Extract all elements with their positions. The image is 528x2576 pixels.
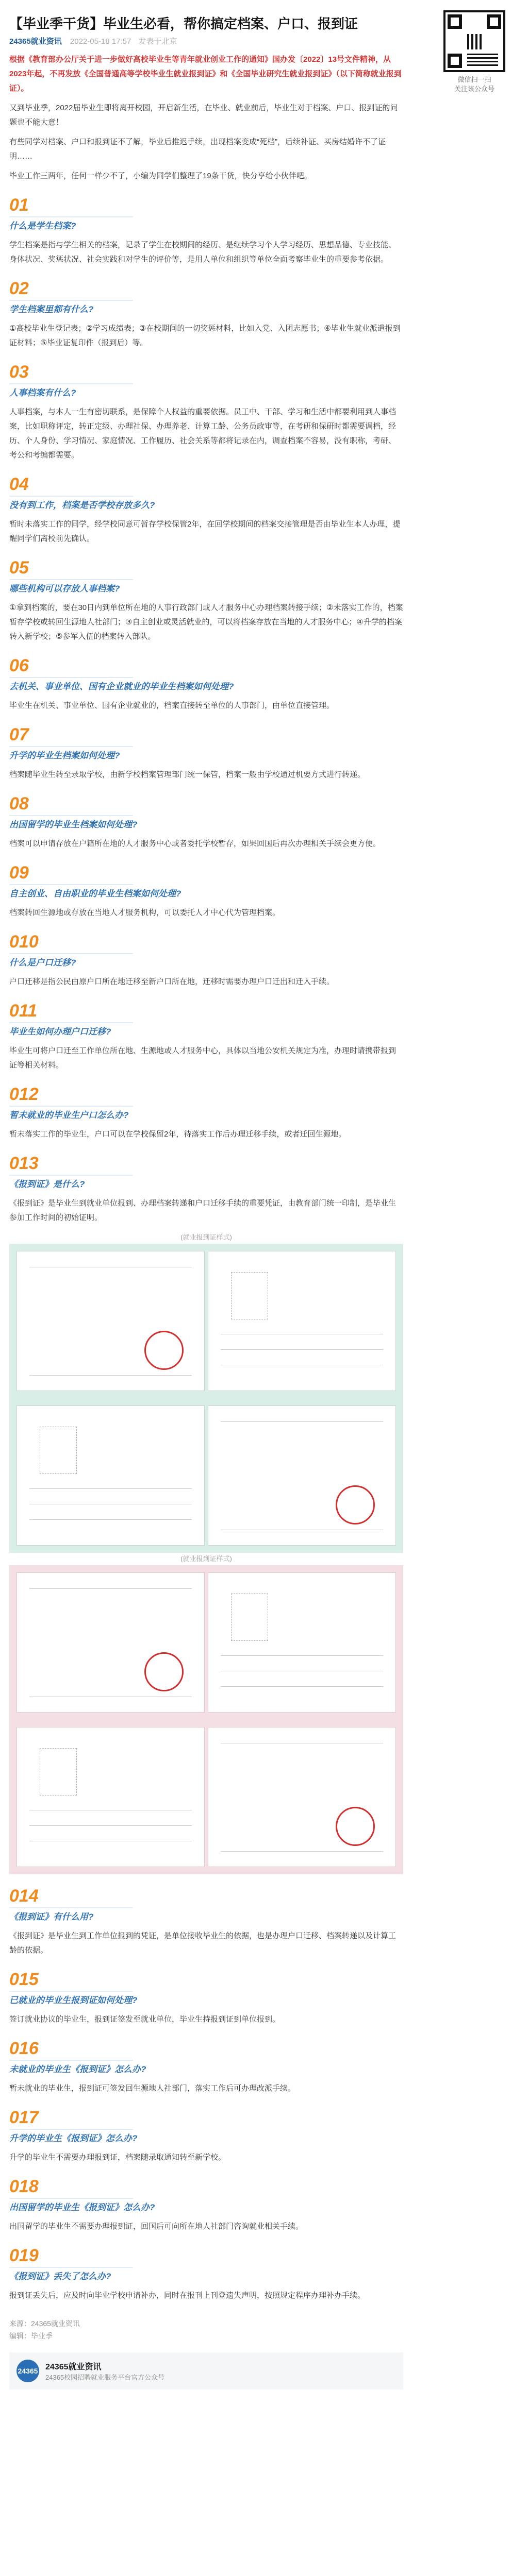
section-question: 自主创业、自由职业的毕业生档案如何处理? bbox=[9, 884, 403, 901]
section-answer: 报到证丢失后，应及时向毕业学校申请补办，同时在报刊上刊登遗失声明，按照规定程序办理补办手续。 bbox=[9, 2291, 366, 2300]
section-number: 07 bbox=[9, 725, 29, 744]
account-description: 24365校园招聘就业服务平台官方公众号 bbox=[45, 2374, 165, 2381]
section-answer: 档案随毕业生转至录取学校，由新学校档案管理部门统一保管，档案一般由学校通过机要方式进行转递。 bbox=[9, 770, 366, 779]
section-question: 《报到证》丢失了怎么办? bbox=[9, 2267, 403, 2283]
section-number: 01 bbox=[9, 195, 29, 215]
section-question: 没有到工作，档案是否学校存放多久? bbox=[9, 496, 403, 512]
qa-section bbox=[9, 2107, 403, 2165]
certificate-back bbox=[208, 1251, 396, 1391]
certificate-front bbox=[16, 1251, 205, 1391]
editor-line: 编辑：毕业季 bbox=[9, 2332, 53, 2340]
photo-placeholder bbox=[231, 1594, 268, 1641]
section-number: 017 bbox=[9, 2108, 39, 2127]
section-question: 已就业的毕业生报到证如何处理? bbox=[9, 1991, 403, 2007]
section-question: 暂未就业的毕业生户口怎么办? bbox=[9, 1106, 403, 1122]
photo-placeholder bbox=[231, 1272, 268, 1319]
section-number: 012 bbox=[9, 1084, 39, 1104]
notice-text: 根据《教育部办公厅关于进一步做好高校毕业生等青年就业创业工作的通知》国办发〔2022〕13号文件精神，从2023年起，不再发放《全国普通高等学校毕业生就业报到证》和《全国毕业研究生就业报到证》（以下简称就业报到证）。 bbox=[9, 55, 402, 93]
section-question: 《报到证》有什么用? bbox=[9, 1907, 403, 1924]
qr-line-2: 关注该公众号 bbox=[454, 85, 494, 93]
section-answer: 暂未就业的毕业生，报到证可签发回生源地人社部门，落实工作后可办理改派手续。 bbox=[9, 2084, 296, 2093]
certificate-front bbox=[208, 1405, 396, 1546]
qa-section bbox=[9, 793, 403, 851]
certificate-front bbox=[208, 1727, 396, 1867]
section-question: 出国留学的毕业生《报到证》怎么办? bbox=[9, 2198, 403, 2214]
section-question: 毕业生如何办理户口迁移? bbox=[9, 1022, 403, 1039]
section-answer: 升学的毕业生不需要办理报到证，档案随录取通知转至新学校。 bbox=[9, 2153, 226, 2162]
page-title: 【毕业季干货】毕业生必看，帮你搞定档案、户口、报到证 bbox=[9, 16, 358, 31]
certificate-images bbox=[9, 1231, 403, 1874]
seal-icon bbox=[336, 1485, 375, 1524]
photo-placeholder bbox=[40, 1427, 77, 1474]
qa-section bbox=[9, 862, 403, 920]
section-number: 04 bbox=[9, 474, 29, 494]
notice-paragraph bbox=[9, 53, 403, 96]
section-question: 去机关、事业单位、国有企业就业的毕业生档案如何处理? bbox=[9, 677, 403, 693]
certificate-pair-green bbox=[9, 1244, 403, 1398]
section-question: 人事档案有什么? bbox=[9, 383, 403, 400]
section-answer: 毕业生可将户口迁至工作单位所在地、生源地或人才服务中心，具体以当地公安机关规定为准，办理时请携带报到证等相关材料。 bbox=[9, 1046, 397, 1070]
section-answer: ①高校毕业生登记表；②学习成绩表；③在校期间的一切奖惩材料，比如入党、入团志愿书；④毕业生就业派遣报到证材料；⑤毕业证复印件（报到后）等。 bbox=[9, 324, 401, 347]
intro-paragraph-3: 毕业工作三两年，任何一样少不了，小编为同学们整理了19条干货，快分享给小伙伴吧。 bbox=[9, 172, 312, 180]
section-question: 什么是户口迁移? bbox=[9, 953, 403, 970]
account-name: 24365就业资讯 bbox=[45, 2363, 102, 2371]
account-link[interactable]: 24365就业资讯 bbox=[9, 37, 62, 46]
certificate-front bbox=[16, 1572, 205, 1713]
qa-section bbox=[9, 724, 403, 782]
section-number: 011 bbox=[9, 1001, 38, 1021]
qa-section bbox=[9, 931, 403, 989]
section-answer: 学生档案是指与学生相关的档案，记录了学生在校期间的经历、是继续学习个人学习经历、思想品德、专业技能、身体状况、奖惩状况、社会实践和对学生的评价等，是用人单位和组织等单位全面考察毕业生的重要参考依据。 bbox=[9, 241, 397, 264]
account-card[interactable] bbox=[9, 2352, 403, 2389]
qa-section bbox=[9, 1886, 403, 1958]
section-answer: 暂时未落实工作的同学，经学校同意可暂存学校保管2年，在回学校期间的档案交接管理是否由毕业生本人办理，提醒同学们离校前先确认。 bbox=[9, 520, 401, 543]
qa-section bbox=[9, 1969, 403, 2027]
section-number: 02 bbox=[9, 279, 29, 298]
section-answer: 暂未落实工作的毕业生，户口可以在学校保留2年，待落实工作后办理迁移手续，或者迁回生源地。 bbox=[9, 1130, 346, 1139]
source-line: 来源：24365就业资讯 bbox=[9, 2319, 80, 2328]
section-answer: 户口迁移是指公民由原户口所在地迁移至新户口所在地，迁移时需要办理户口迁出和迁入手续。 bbox=[9, 977, 335, 986]
qa-section bbox=[9, 1153, 403, 1874]
section-question: 学生档案里都有什么? bbox=[9, 300, 403, 316]
section-answer: 档案转回生源地或存放在当地人才服务机构，可以委托人才中心代为管理档案。 bbox=[9, 908, 280, 917]
qa-section bbox=[9, 195, 403, 267]
certificate-back bbox=[16, 1727, 205, 1867]
section-number: 010 bbox=[9, 932, 39, 952]
section-answer: 签订就业协议的毕业生，报到证签发至就业单位，毕业生持报到证到单位报到。 bbox=[9, 2015, 280, 2024]
section-number: 015 bbox=[9, 1970, 39, 1989]
section-question: 哪些机构可以存放人事档案? bbox=[9, 579, 403, 596]
intro-paragraph-2: 有些同学对档案、户口和报到证不了解，毕业后推迟手续，出现档案变成“死档”，后续补证、买房结婚许不了证明…… bbox=[9, 138, 386, 161]
section-answer: 《报到证》是毕业生到工作单位报到的凭证，是单位接收毕业生的依据，也是办理户口迁移、档案转递以及计算工龄的依据。 bbox=[9, 1931, 397, 1955]
section-question: 什么是学生档案? bbox=[9, 216, 403, 233]
intro-paragraph-1: 又到毕业季，2022届毕业生即将离开校园，开启新生活，在毕业、就业前后，毕业生对于档案、户口、报到证的问题也不能大意！ bbox=[9, 104, 398, 127]
certificate-pair-pink bbox=[9, 1565, 403, 1720]
section-question: 出国留学的毕业生档案如何处理? bbox=[9, 815, 403, 832]
qa-section bbox=[9, 2176, 403, 2234]
certificate-back bbox=[16, 1405, 205, 1546]
section-answer: ①拿到档案的，要在30日内到单位所在地的人事行政部门或人才服务中心办理档案转接手续；②未落实工作的，档案暂存学校或转回生源地人社部门；③自主创业或灵活就业的，可以将档案存放在当地的人才服务中心；④升学的档案转入新学校；⑤参军入伍的档案转入部队。 bbox=[9, 603, 403, 641]
photo-placeholder bbox=[40, 1748, 77, 1795]
section-number: 014 bbox=[9, 1886, 39, 1906]
certificate-pair-pink-2 bbox=[9, 1720, 403, 1874]
qa-section bbox=[9, 557, 403, 644]
seal-icon bbox=[144, 1652, 184, 1691]
section-number: 03 bbox=[9, 362, 29, 382]
section-question: 《报到证》是什么? bbox=[9, 1175, 403, 1191]
article-footer bbox=[9, 2317, 403, 2342]
section-number: 05 bbox=[9, 558, 29, 578]
qa-section bbox=[9, 2038, 403, 2096]
section-number: 019 bbox=[9, 2246, 39, 2265]
qr-panel bbox=[433, 10, 516, 94]
qr-line-1: 微信扫一扫 bbox=[457, 76, 491, 83]
section-answer: 毕业生在机关、事业单位、国有企业就业的，档案直接转至单位的人事部门，由单位直接管理。 bbox=[9, 701, 335, 710]
qa-sections bbox=[9, 195, 403, 2303]
section-number: 09 bbox=[9, 863, 29, 883]
seal-icon bbox=[336, 1807, 375, 1846]
publish-location: 发表于北京 bbox=[138, 37, 177, 46]
image-caption-2: (就业报到证样式) bbox=[180, 1555, 232, 1563]
qa-section bbox=[9, 1001, 403, 1073]
image-caption-1: (就业报到证样式) bbox=[180, 1233, 232, 1241]
qr-code-icon bbox=[443, 10, 505, 72]
account-logo: 24365 bbox=[16, 2360, 39, 2382]
section-question: 升学的毕业生档案如何处理? bbox=[9, 746, 403, 762]
qa-section bbox=[9, 278, 403, 350]
section-number: 016 bbox=[9, 2039, 39, 2058]
section-question: 升学的毕业生《报到证》怎么办? bbox=[9, 2129, 403, 2145]
qa-section bbox=[9, 655, 403, 713]
certificate-back bbox=[208, 1572, 396, 1713]
section-number: 013 bbox=[9, 1154, 39, 1173]
qa-section bbox=[9, 1084, 403, 1142]
section-answer: 人事档案，与本人一生有密切联系，是保障个人权益的重要依据。员工中、干部、学习和生活中都要利用到人事档案，比如职称评定，转正定级、办理社保、办理养老、计算工龄、公务员政审等，在考研和保研时都需要调档，经历、个人身份、学习情况、家庭情况、工作履历、社会关系等都将记录在内，调查档案不容易，没有职称，考研、考公和考编都需要。 bbox=[9, 408, 397, 460]
section-answer: 出国留学的毕业生不需要办理报到证，回国后可向所在地人社部门咨询就业相关手续。 bbox=[9, 2222, 304, 2231]
qa-section bbox=[9, 474, 403, 546]
qa-section bbox=[9, 362, 403, 463]
qa-section bbox=[9, 2245, 403, 2303]
section-question: 未就业的毕业生《报到证》怎么办? bbox=[9, 2060, 403, 2076]
section-answer: 《报到证》是毕业生到就业单位报到、办理档案转递和户口迁移手续的重要凭证，由教育部门统一印制，是毕业生参加工作时间的初始证明。 bbox=[9, 1199, 397, 1222]
section-number: 08 bbox=[9, 794, 29, 814]
seal-icon bbox=[144, 1331, 184, 1370]
section-number: 06 bbox=[9, 656, 29, 675]
section-number: 018 bbox=[9, 2177, 39, 2196]
section-answer: 档案可以申请存放在户籍所在地的人才服务中心或者委托学校暂存，如果回国后再次办理相关手续会更方便。 bbox=[9, 839, 381, 848]
certificate-pair-green-2 bbox=[9, 1398, 403, 1553]
article-meta bbox=[9, 36, 403, 47]
publish-date: 2022-05-18 17:57 bbox=[70, 37, 131, 46]
